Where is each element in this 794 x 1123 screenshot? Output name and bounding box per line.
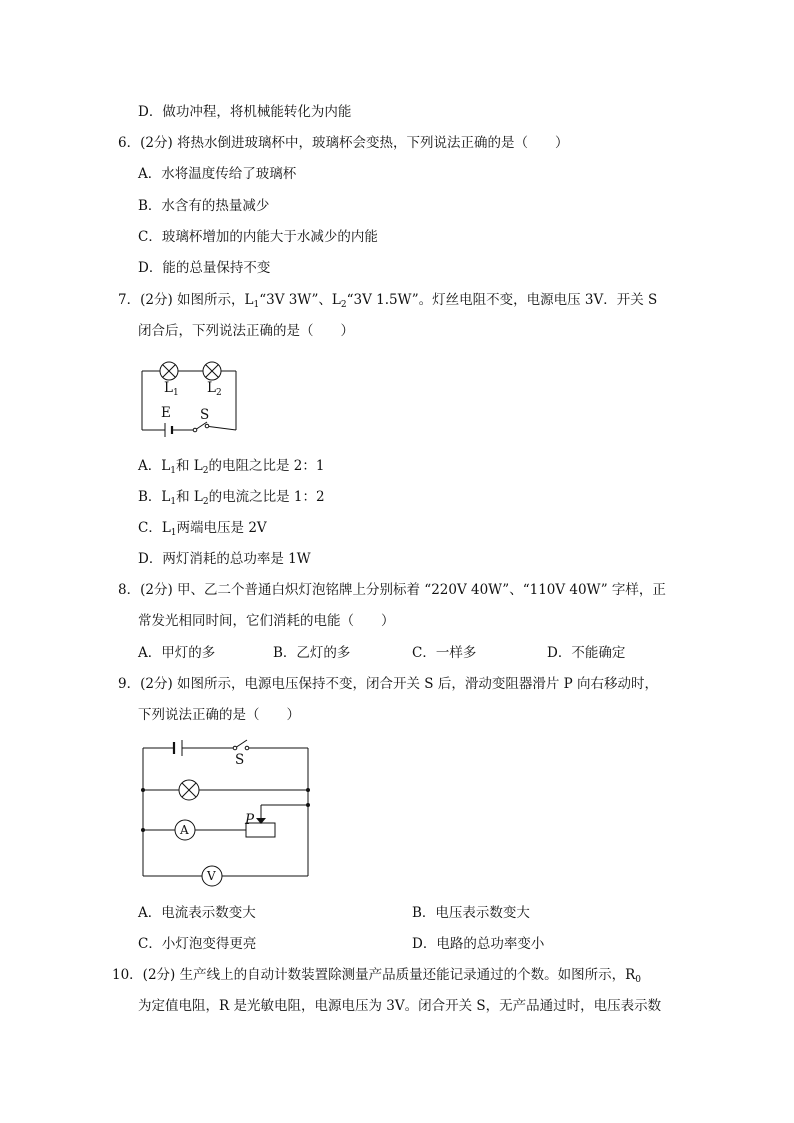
q9-battery-icon xyxy=(174,740,182,756)
q5-option-d: D．做功冲程，将机械能转化为内能 xyxy=(138,104,352,120)
q10-stem-line2: 为定值电阻，R 是光敏电阻，电源电压为 3V。闭合开关 S，无产品通过时，电压表示数 xyxy=(138,998,662,1014)
q7-l1-sub: 1 xyxy=(253,300,260,310)
q9-switch-icon xyxy=(233,740,249,750)
q7-l2-sub: 2 xyxy=(340,300,347,310)
q7-l2: L xyxy=(331,292,341,308)
q9-slider-label: P xyxy=(245,812,255,828)
q8-stem-line1: 8．(2分) 甲、乙二个普通白炽灯泡铭牌上分别标着 “220V 40W”、“110V 40W” 字样，正 xyxy=(118,582,666,598)
q9-option-c: C．小灯泡变得更亮 xyxy=(138,936,257,952)
q7-l2-spec: “3V 1.5W”。灯丝电阻不变，电源电压 3V．开关 S xyxy=(346,292,658,308)
q7-lamp2-label: $L_2$ xyxy=(207,380,222,398)
q9-stem-line2: 下列说法正确的是（ ） xyxy=(138,707,300,723)
q9-option-d: D．电路的总功率变小 xyxy=(412,936,545,952)
q6-option-d: D．能的总量保持不变 xyxy=(138,260,271,276)
q7-option-d: D．两灯消耗的总功率是 1W xyxy=(138,551,311,567)
q9-junction-dots xyxy=(141,788,310,832)
q8-stem-line2: 常发光相同时间，它们消耗的电能（ ） xyxy=(138,613,395,629)
q9-voltmeter-label: V xyxy=(207,869,216,883)
q10-stem-line1: 10．(2分) 生产线上的自动计数装置除测量产品质量还能记录通过的个数。如图所示，$R_0$ xyxy=(112,967,641,985)
q8-option-c: C．一样多 xyxy=(412,645,477,661)
q8-option-b: B．乙灯的多 xyxy=(273,645,351,661)
q7-option-c: C．$L_1$两端电压是 2V xyxy=(138,520,267,538)
q6-option-a: A．水将温度传给了玻璃杯 xyxy=(138,166,297,182)
q7-option-b: B．$L_1$和 $L_2$的电流之比是 1：2 xyxy=(138,489,325,507)
q9-option-b: B．电压表示数变大 xyxy=(412,905,530,921)
q9-switch-label: S xyxy=(235,752,245,768)
q7-stem-line2: 闭合后，下列说法正确的是（ ） xyxy=(138,323,354,339)
q8-option-d: D．不能确定 xyxy=(547,645,626,661)
q9-stem-line1: 9．(2分) 如图所示，电源电压保持不变，闭合开关 S 后，滑动变阻器滑片 P 向右移动时， xyxy=(118,676,658,692)
q7-switch-label: S xyxy=(200,407,210,423)
q7-l1: L xyxy=(244,292,254,308)
q9-ammeter-label: A xyxy=(180,823,189,837)
q7-lamp1-label: $L_1$ xyxy=(164,380,179,398)
q9-lamp-icon xyxy=(179,780,199,800)
q7-l1-spec: “3V 3W”、 xyxy=(259,292,332,308)
q7-battery-label: E xyxy=(161,405,171,421)
q9-option-a: A．电流表示数变大 xyxy=(138,905,256,921)
q8-option-a: A．甲灯的多 xyxy=(138,645,216,661)
q6-option-b: B．水含有的热量减少 xyxy=(138,198,270,214)
q7-option-a: A．$L_1$和 $L_2$的电阻之比是 2：1 xyxy=(138,458,325,476)
q6-stem: 6．(2分) 将热水倒进玻璃杯中，玻璃杯会变热，下列说法正确的是（ ） xyxy=(118,135,569,151)
q7-number: 7．(2分) 如图所示， xyxy=(118,292,245,308)
q6-option-c: C．玻璃杯增加的内能大于水减少的内能 xyxy=(138,229,378,245)
